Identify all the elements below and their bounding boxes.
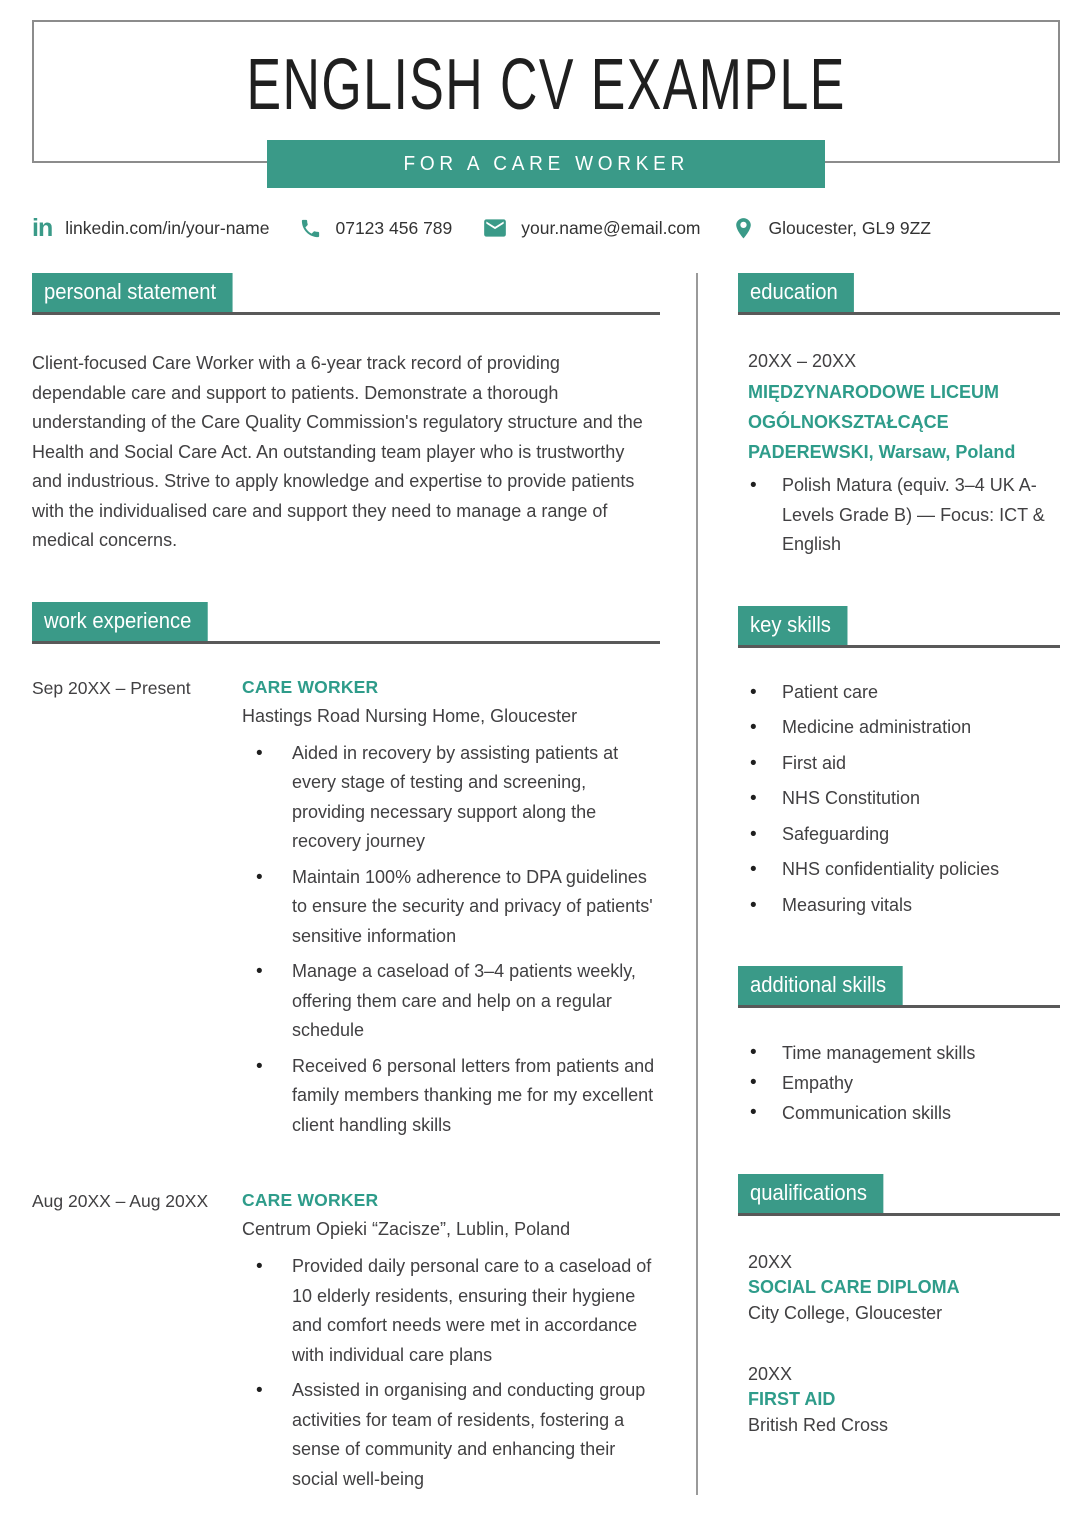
job-details bbox=[242, 677, 660, 1141]
education-bullet: • Polish Matura (equiv. 3–4 UK A-Levels Grade B) — Focus: ICT & English bbox=[748, 471, 1060, 560]
additional-skills-heading bbox=[738, 966, 1060, 1008]
personal-statement-body: Client-focused Care Worker with a 6-year track record of providing dependable care and support to patients. Demonstrate a thorough understanding of the Care Quality Commission's regulatory structure and the Health and Social Care Act. An outstanding team player who is trustworthy and industrious. Strive to apply knowledge and expertise to provide patients with the individualised care and support they need to manage a range of medical concerns. bbox=[32, 353, 643, 550]
job-details bbox=[242, 1190, 660, 1494]
job-title: CARE WORKER bbox=[242, 676, 379, 697]
key-skill-item: • NHS confidentiality policies bbox=[748, 855, 1060, 884]
right-column bbox=[696, 273, 1060, 1495]
education-content bbox=[738, 351, 1060, 560]
job-bullet-list bbox=[242, 1252, 660, 1494]
additional-skill-item: • Empathy bbox=[748, 1068, 1060, 1098]
subtitle-text: FOR A CARE WORKER bbox=[403, 152, 689, 175]
job-entry bbox=[32, 677, 660, 1141]
work-experience-heading-label: work experience bbox=[32, 602, 208, 641]
qualification-year: 20XX bbox=[748, 1363, 793, 1384]
job-dates: Aug 20XX – Aug 20XX bbox=[32, 1191, 209, 1211]
key-skill-item: • Medicine administration bbox=[748, 713, 1060, 742]
linkedin-text: linkedin.com/in/your-name bbox=[65, 217, 270, 238]
contact-row bbox=[32, 215, 1060, 241]
email-text: your.name@email.com bbox=[521, 217, 701, 238]
subtitle-banner bbox=[267, 140, 825, 188]
location-pin-icon bbox=[731, 216, 756, 241]
qualifications-heading-label: qualifications bbox=[738, 1174, 884, 1213]
contact-phone bbox=[299, 217, 452, 240]
education-heading bbox=[738, 273, 1060, 315]
job-bullet-list bbox=[242, 739, 660, 1141]
job-bullet: • Received 6 personal letters from patients and family members thanking me for my excellent client handling skills bbox=[242, 1052, 660, 1141]
phone-icon bbox=[299, 217, 322, 240]
job-company: Hastings Road Nursing Home, Gloucester bbox=[242, 705, 578, 726]
title-box bbox=[32, 20, 1060, 175]
section-additional-skills bbox=[738, 966, 1060, 1128]
key-skills-heading bbox=[738, 606, 1060, 648]
contact-email bbox=[482, 215, 700, 241]
page-title: ENGLISH CV EXAMPLE bbox=[246, 44, 846, 125]
main-columns bbox=[32, 273, 1060, 1495]
key-skills-heading-label: key skills bbox=[738, 606, 847, 645]
additional-skill-item: • Time management skills bbox=[748, 1038, 1060, 1068]
key-skill-item: • NHS Constitution bbox=[748, 784, 1060, 813]
job-bullet: • Manage a caseload of 3–4 patients weekly, offering them care and help on a regular schedule bbox=[242, 957, 660, 1046]
job-bullet: • Maintain 100% adherence to DPA guidelines to ensure the security and privacy of patients' sensitive information bbox=[242, 863, 660, 952]
job-dates: Sep 20XX – Present bbox=[32, 677, 191, 698]
qualification-entry bbox=[748, 1364, 1060, 1436]
education-dates: 20XX – 20XX bbox=[748, 351, 857, 371]
section-qualifications bbox=[738, 1174, 1060, 1436]
qualification-org: British Red Cross bbox=[748, 1414, 889, 1435]
section-education bbox=[738, 273, 1060, 560]
key-skill-item: • Safeguarding bbox=[748, 820, 1060, 849]
additional-skill-item: • Communication skills bbox=[748, 1098, 1060, 1128]
qualification-year: 20XX bbox=[748, 1251, 793, 1272]
key-skill-item: • Measuring vitals bbox=[748, 891, 1060, 920]
qualification-org: City College, Gloucester bbox=[748, 1302, 943, 1323]
work-experience-heading bbox=[32, 602, 660, 644]
personal-statement-heading bbox=[32, 273, 660, 315]
education-heading-label: education bbox=[738, 273, 854, 312]
job-company: Centrum Opieki “Zacisze”, Lublin, Poland bbox=[242, 1219, 571, 1239]
additional-skills-heading-label: additional skills bbox=[738, 966, 903, 1005]
qualification-entry bbox=[748, 1252, 1060, 1324]
key-skill-item: • Patient care bbox=[748, 678, 1060, 707]
job-title: CARE WORKER bbox=[242, 1190, 379, 1210]
location-text: Gloucester, GL9 9ZZ bbox=[768, 217, 931, 238]
linkedin-icon: in bbox=[32, 213, 53, 242]
job-bullet: • Aided in recovery by assisting patients at every stage of testing and screening, providing necessary support along the recovery journey bbox=[242, 739, 660, 857]
envelope-icon bbox=[482, 215, 508, 241]
key-skills-list bbox=[748, 678, 1060, 920]
qualifications-heading bbox=[738, 1174, 1060, 1216]
personal-statement-heading-label: personal statement bbox=[32, 273, 233, 312]
section-personal-statement bbox=[32, 273, 660, 556]
left-column bbox=[32, 273, 660, 1495]
key-skills-content bbox=[738, 678, 1060, 920]
job-entry bbox=[32, 1190, 660, 1494]
key-skill-item: • First aid bbox=[748, 749, 1060, 778]
education-school: MIĘDZYNARODOWE LICEUM OGÓLNOKSZTAŁCĄCE PADEREWSKI, Warsaw, Poland bbox=[748, 382, 1016, 462]
section-key-skills bbox=[738, 606, 1060, 920]
qualification-title: SOCIAL CARE DIPLOMA bbox=[748, 1276, 960, 1297]
contact-linkedin bbox=[32, 213, 270, 242]
qualification-title: FIRST AID bbox=[748, 1388, 836, 1409]
job-bullet: • Provided daily personal care to a caseload of 10 elderly residents, ensuring their hygiene and comfort needs were met in accordance with individual care plans bbox=[242, 1252, 660, 1370]
contact-location bbox=[731, 216, 931, 241]
job-bullet: • Assisted in organising and conducting group activities for team of residents, fostering a sense of community and enhancing their social well-being bbox=[242, 1376, 660, 1494]
education-bullet-list bbox=[748, 471, 1060, 560]
phone-text: 07123 456 789 bbox=[335, 217, 453, 238]
qualifications-content bbox=[738, 1252, 1060, 1436]
section-work-experience bbox=[32, 602, 660, 1495]
additional-skills-list bbox=[748, 1038, 1060, 1128]
additional-skills-content bbox=[738, 1038, 1060, 1128]
